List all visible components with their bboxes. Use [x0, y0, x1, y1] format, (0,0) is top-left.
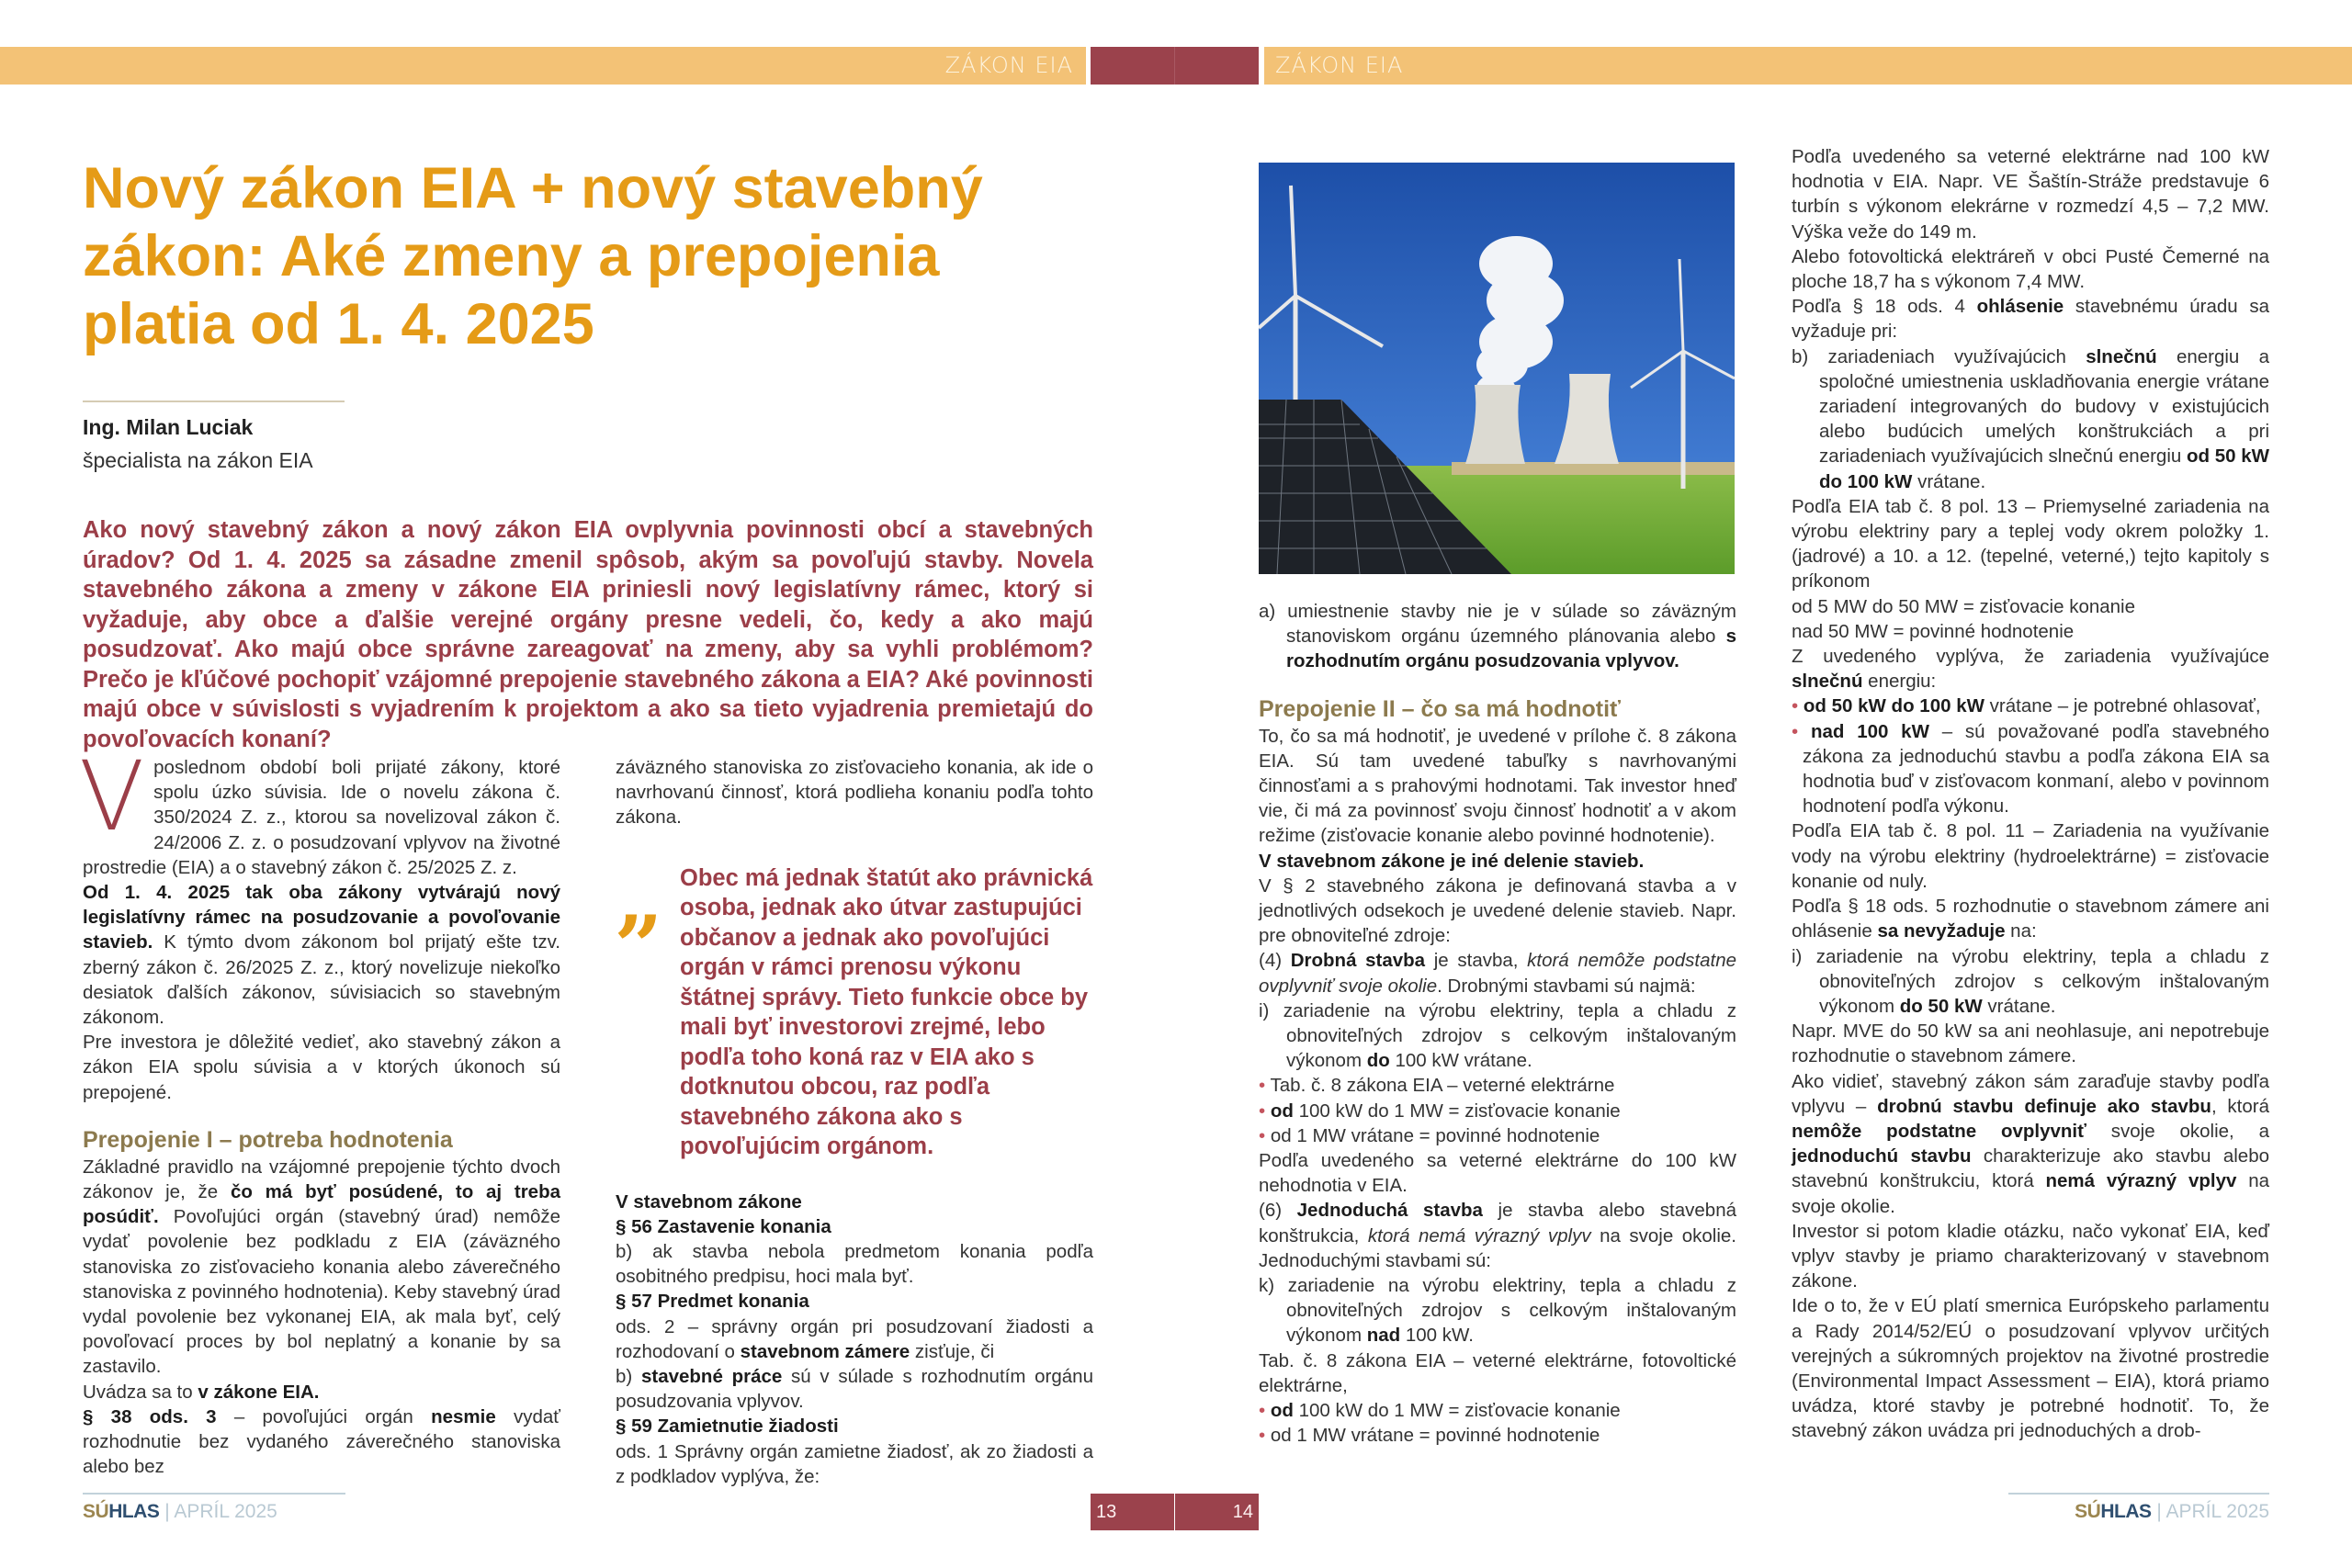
list-item [1792, 344, 2269, 494]
text: – sú považované podľa stavebného zákona za jednoduchú stavbu a podľa zákona EIA sa hodnotia buď v zisťovacom konmaní, alebo v povinnom hodnotení podľa výkonu. [1803, 720, 2270, 818]
bullet-icon: • [1792, 695, 1804, 717]
paragraph [83, 1155, 560, 1380]
paragraph: Podľa uvedeného sa veterné elektrárne do 100 kW nehodnotia v EIA. [1259, 1150, 1736, 1197]
text: b) zariadeniach využívajúcich [1792, 345, 2086, 367]
bullet-item [1259, 1423, 1736, 1448]
text: ods. 2 – správny orgán pri posudzovaní žiadosti a rozhodovaní o [616, 1315, 1093, 1362]
pull-quote [616, 848, 1093, 1162]
subheading [616, 1190, 1093, 1214]
text: je stavba alebo stavebná konštrukcia, [1259, 1200, 1737, 1247]
paragraph [1792, 894, 2269, 943]
paragraph [616, 1314, 1093, 1364]
author-name: Ing. Milan Luciak [83, 415, 254, 439]
column-4 [1792, 144, 2269, 1444]
footer-left [83, 1500, 277, 1524]
footer-right [2075, 1500, 2269, 1524]
bullet-icon: • [1259, 1075, 1271, 1097]
bullet-icon: • [1792, 720, 1811, 742]
paragraph: Podľa EIA tab č. 8 pol. 13 – Priemyselné zariadenia na výrobu elektriny pary a teplej vody okrem položky 1. (jadrové) a 10. a 12. (tepelné, veterné,) tejto kapitoly s príkonom [1792, 495, 2269, 592]
magazine-logo: HLAS [108, 1501, 160, 1522]
paragraph: Podľa uvedeného sa veterné elektrárne nad 100 kW hodnotia v EIA. Napr. VE Šaštín-Stráže predstavuje 6 turbín s výkonom elekrárne v rozmedzí 4,5 – 7,2 MW. Výška veže do 149 m. [1792, 146, 2269, 243]
section-heading: Prepojenie I – potreba hodnotenia [83, 1126, 453, 1153]
text: i) zariadenie na výrobu elektriny, tepla a chladu z obnoviteľných zdrojov s celkovým inštalovaným výkonom [1792, 945, 2269, 1017]
magazine-logo: SÚ [2075, 1501, 2101, 1522]
bold-text: od 50 kW do 100 kW [1819, 446, 2269, 492]
bullet-icon: • [1259, 1100, 1271, 1122]
paragraph: Ide o to, že v EÚ platí smernica Európskeho parlamentu a Rady 2014/52/EÚ o posudzovaní vplyvov určitých verejných a súkromných projektov na životné prostredie (Environmental Impact Assessment – EIA), ktorá priamo uvádza, ktoré stavby je potrebné hodnotiť. To, že stavebný zákon uvádza pri jednoduchých a drob- [1792, 1295, 2269, 1442]
section-label: ZÁKON EIA [1275, 52, 1404, 78]
text: energiu a spoločné umiestnenia uskladňovania energie vrátane zariadení integrovaných do budovy v existujúcich alebo budúcich umelých konštrukciách a pri zariadeniach využívajúcich slnečnú energiu [1819, 345, 2270, 468]
text: je stavba, [1425, 950, 1528, 972]
text: svoje okolie, a [2086, 1120, 2269, 1142]
bold-text: ohlásenie [1976, 296, 2064, 318]
text: Podľa § 18 ods. 5 rozhodnutie o stavebnom zámere ani ohlásenie [1792, 896, 2269, 942]
magazine-logo: SÚ [83, 1501, 109, 1522]
bullet-icon: • [1259, 1124, 1271, 1146]
paragraph: To, čo sa má hodnotiť, je uvedené v prílohe č. 8 zákona EIA. Sú tam uvedené tabuľky s navrhovanými činnosťami a s prahovými hodnotami. Tak investor hneď vie, či má za povinnosť svoju činnosť hodnotiť a v akom režime (zisťovacie konanie alebo povinné hodnotenie). [1259, 725, 1736, 847]
paragraph [1792, 294, 2269, 344]
bold-text: sa nevyžaduje [1877, 920, 2006, 942]
quote-mark-icon: „ [616, 848, 664, 948]
paragraph [83, 880, 560, 1030]
list-item [1259, 1273, 1736, 1348]
text: od 1 MW vrátane = povinné hodnotenie [1270, 1124, 1600, 1146]
pull-quote-text: Obec má jednak štatút ako právnická osoba, jednak ako útvar zastupujúci občanov a jednak ako povoľujúci orgán v rámci prenosu výkonu štátnej správy. Tieto funkcie obce by mali byť investorovi zrejmé, lebo podľa toho koná raz v EIA ako s dotknutou obcou, raz podľa stavebného zákona ako s povoľujúcim orgánom. [680, 864, 1093, 1160]
bullet-item [1259, 1398, 1736, 1423]
section-header-left [0, 47, 1086, 85]
subheading [616, 1414, 1093, 1438]
bullet-icon: • [1259, 1400, 1271, 1422]
bold-text: čo má byť posúdené, to aj treba posúdiť. [83, 1181, 560, 1228]
footer-rule [2008, 1493, 2269, 1495]
photo-illustration [1259, 163, 1735, 574]
text: K týmto dvom zákonom bol prijatý ešte tzv. zberný zákon č. 26/2025 Z. z., ktorý novelizuje niekoľko desiatok ďalších zákonov, súvisiacich so stavebným zákonom. [83, 931, 560, 1029]
text: Uvádza sa to [83, 1381, 198, 1403]
paragraph [616, 1364, 1093, 1414]
bullet-icon: • [1259, 1425, 1271, 1447]
paragraph: Podľa EIA tab č. 8 pol. 11 – Zariadenia na využívanie vody na výrobu elektriny (hydroelektrárne) = zisťovacie konanie od nuly. [1792, 820, 2269, 892]
bullet-item [1259, 1123, 1736, 1148]
text: a) umiestnenie stavby nie je v súlade so záväzným stanoviskom orgánu územného plánovania alebo [1259, 601, 1736, 648]
bold-text: Jednoduchá stavba [1296, 1200, 1483, 1222]
bold-text: § 38 ods. 3 [83, 1405, 217, 1427]
bold-text: slnečnú [2086, 345, 2157, 367]
subheading [616, 1214, 1093, 1239]
text: sú v súlade s rozhodnutím orgánu posudzovania vplyvov. [616, 1366, 1093, 1413]
paragraph: Investor si potom kladie otázku, načo vykonať EIA, keď vplyv stavby je priamo charakterizovaný v stavebnom zákone. [1792, 1220, 2269, 1292]
paragraph: V § 2 stavebného zákona je definovaná stavba a v jednotlivých odsekoch je uvedené delenie stavieb. Napr. pre obnoviteľné zdroje: [1259, 874, 1736, 947]
footer-separator: | [164, 1501, 170, 1522]
bold-text: nad 100 kW [1810, 720, 1929, 742]
issue-date: APRÍL 2025 [174, 1501, 277, 1522]
paragraph: Alebo fotovoltická elektráreň v obci Pusté Čemerné na ploche 18,7 ha s výkonom 7,4 MW. [1792, 245, 2269, 293]
bold-text: § 57 Predmet konania [616, 1291, 809, 1313]
bullet-item [1792, 694, 2269, 718]
paragraph [1259, 849, 1736, 874]
bold-text: od [1270, 1100, 1294, 1122]
paragraph: Tab. č. 8 zákona EIA – veterné elektrárne, fotovoltické elektrárne, [1259, 1349, 1736, 1396]
bullet-item [1259, 1073, 1736, 1098]
section-label: ZÁKON EIA [944, 52, 1073, 78]
text: Povoľujúci orgán (stavebný úrad) nemôže vydať povolenie bez podkladu z EIA (záväzného stanoviska zo zisťovacieho konania alebo záverečného stanoviska z povinného hodnotenia). Keby stavebný úrad vydal povolenie bez vykonanej EIA, ak mala byť, celý povoľovací proces by bol neplatný a konanie by sa zastavilo. [83, 1206, 560, 1378]
issue-date: APRÍL 2025 [2165, 1501, 2269, 1522]
text: – povoľujúci orgán [216, 1405, 432, 1427]
list-item [1259, 998, 1736, 1074]
paragraph [1259, 948, 1736, 998]
text: charakterizuje ako stavbu alebo stavebnú konštrukciu, ktorá [1792, 1145, 2269, 1192]
text: Ako vidieť, stavebný zákon sám zaraďuje stavby podľa vplyvu – [1792, 1070, 2269, 1117]
paragraph: b) ak stavba nebola predmetom konania podľa osobitného predpisu, hoci mala byť. [616, 1241, 1093, 1288]
italic-text: ktorá nemôže podstatne ovplyvniť svoje okolie [1259, 950, 1736, 997]
author-divider [83, 400, 345, 402]
bullet-item [1259, 1099, 1736, 1123]
renewable-energy-photo [1259, 163, 1735, 574]
text: , ktorá [2211, 1095, 2270, 1117]
text: poslednom období boli prijaté zákony, ktoré spolu úzko súvisia. Ide o novelu zákona č. 350/2024 Z. z., ktorou sa novelizoval zákon č. 24/2006 Z. z. o posudzovaní vplyvov na životné prostredie (EIA) a o stavebný zákon č. 25/2025 Z. z. [83, 757, 560, 878]
bold-text: nesmie [431, 1405, 496, 1427]
page-number-left: 13 [1091, 1494, 1174, 1530]
bold-text: nemôže podstatne ovplyvniť [1792, 1120, 2086, 1142]
text: vrátane. [1982, 995, 2056, 1017]
bold-text: slnečnú [1792, 671, 1863, 693]
bold-text: § 59 Zamietnutie žiadosti [616, 1416, 839, 1438]
text: vrátane – je potrebné ohlasovať, [1984, 695, 2261, 717]
paragraph [83, 1404, 560, 1480]
bold-text: V stavebnom zákone [616, 1190, 802, 1213]
header-spine-block [1091, 47, 1259, 85]
text: 100 kW do 1 MW = zisťovacie konanie [1293, 1400, 1621, 1422]
italic-text: ktorá nemá výrazný vplyv [1367, 1224, 1591, 1247]
text: vydať rozhodnutie bez vydaného záverečného stanoviska alebo bez [83, 1405, 560, 1478]
bold-text: s rozhodnutím orgánu posudzovania vplyvov. [1286, 626, 1736, 672]
paragraph [1792, 1069, 2269, 1219]
paragraph: nad 50 MW = povinné hodnotenie [1792, 620, 2075, 642]
paragraph [83, 1380, 560, 1404]
text: Z uvedeného vyplýva, že zariadenia využívajúce [1792, 646, 2269, 668]
text: b) [616, 1366, 641, 1388]
bold-text: stavebné práce [640, 1366, 783, 1388]
list-item [1259, 599, 1736, 674]
bold-text: Od 1. 4. 2025 tak oba zákony vytvárajú nový legislatívny rámec na posudzovanie a povoľovanie stavieb. [83, 882, 560, 953]
field-strip [1452, 462, 1735, 475]
paragraph: ods. 1 Správny orgán zamietne žiadosť, ak zo žiadosti a z podkladov vyplýva, že: [616, 1440, 1093, 1487]
paragraph: od 5 MW do 50 MW = zisťovacie konanie [1792, 595, 2136, 617]
text: Základné pravidlo na vzájomné prepojenie týchto dvoch zákonov je, že [83, 1156, 560, 1203]
text: stavebnému úradu sa vyžaduje pri: [1792, 296, 2269, 343]
bold-text: nad [1366, 1325, 1401, 1347]
text: na svoje okolie. Jednoduchými stavbami sú: [1259, 1224, 1736, 1271]
footer-rule [83, 1493, 345, 1495]
paragraph: Napr. MVE do 50 kW sa ani neohlasuje, ani nepotrebuje rozhodnutie o stavebnom zámere. [1792, 1021, 2269, 1067]
text: energiu: [1862, 671, 1937, 693]
bold-text: jednoduchú stavbu [1792, 1145, 1972, 1168]
text: i) zariadenie na výrobu elektriny, tepla a chladu z obnoviteľných zdrojov s celkovým inštalovaným výkonom [1259, 999, 1736, 1072]
magazine-logo: HLAS [2100, 1501, 2152, 1522]
column-2 [616, 755, 1093, 1489]
paragraph [1792, 644, 2269, 694]
list-item [1792, 944, 2269, 1020]
page-number-right: 14 [1175, 1494, 1259, 1530]
bold-text: v zákone EIA. [198, 1381, 320, 1403]
paragraph: záväzného stanoviska zo zisťovacieho konania, ak ide o navrhovanú činnosť, ktorá podlieha konaniu podľa tohto zákona. [616, 757, 1093, 829]
bold-text: § 56 Zastavenie konania [616, 1215, 831, 1237]
text: zisťuje, či [910, 1340, 995, 1362]
column-1 [79, 740, 560, 1479]
bold-text: V stavebnom zákone je iné delenie stavieb. [1259, 850, 1645, 872]
text: . Drobnými stavbami sú najmä: [1437, 975, 1696, 997]
paragraph [1259, 1198, 1736, 1273]
bold-text: drobnú stavbu definuje ako stavbu [1877, 1095, 2211, 1117]
bold-text: od 50 kW do 100 kW [1803, 695, 1984, 717]
text: Tab. č. 8 zákona EIA – veterné elektrárne [1270, 1075, 1615, 1097]
subheading [616, 1289, 1093, 1314]
text: na svoje okolie. [1792, 1170, 2269, 1217]
text: vrátane. [1912, 470, 1986, 492]
footer-separator: | [2156, 1501, 2162, 1522]
bold-text: od [1270, 1400, 1294, 1422]
section-heading: Prepojenie II – čo sa má hodnotiť [1259, 695, 1622, 722]
text: 100 kW. [1400, 1325, 1474, 1347]
text: Podľa § 18 ods. 4 [1792, 296, 1977, 318]
text: 100 kW do 1 MW = zisťovacie konanie [1293, 1100, 1621, 1122]
column-3 [1259, 599, 1736, 1449]
bold-text: nemá výrazný vplyv [2045, 1170, 2237, 1192]
text: 100 kW vrátane. [1389, 1050, 1532, 1072]
spacer [616, 1162, 1093, 1190]
section-header-right [1264, 47, 2352, 85]
intro-paragraph [79, 740, 560, 880]
bold-text: Drobná stavba [1290, 950, 1426, 972]
paragraph: Pre investora je dôležité vedieť, ako stavebný zákon a zákon EIA spolu súvisia a v ktorých úkonoch sú prepojené. [83, 1032, 560, 1103]
bold-text: do 50 kW [1899, 995, 1983, 1017]
bold-text: stavebnom zámere [740, 1340, 910, 1362]
bullet-item [1792, 719, 2269, 819]
lead-paragraph: Ako nový stavebný zákon a nový zákon EIA ovplyvnia povinnosti obcí a stavebných úradov? Od 1. 4. 2025 sa zásadne zmenil spôsob, akým sa povoľujú stavby. Novela stavebného zákona a zmeny v zákone EIA priniesli nový legislatívny rámec, ktorý si vyžaduje, aby obce a ďalšie verejné orgány presne vedeli, čo, kedy a ako majú posudzovať. Ako majú obce správne zareagovať na zmeny, aby sa vyhli problémom? Prečo je kľúčové pochopiť vzájomné prepojenie stavebného zákona a EIA? Aké povinnosti majú obce v súvislosti s vyjadrením k projektom a ako sa tieto vyjadrenia premietajú do povoľovacích konaní? [83, 517, 1093, 752]
drop-cap: V [79, 740, 145, 852]
text: na: [2005, 920, 2037, 942]
article-title: Nový zákon EIA + nový stavebný zákon: Aké zmeny a prepojenia platia od 1. 4. 2025 [83, 156, 983, 356]
text: od 1 MW vrátane = povinné hodnotenie [1270, 1425, 1600, 1447]
text: (4) [1259, 950, 1291, 972]
bold-text: do [1366, 1050, 1390, 1072]
author-role: špecialista na zákon EIA [83, 448, 313, 472]
text: k) zariadenie na výrobu elektriny, tepla a chladu z obnoviteľných zdrojov s celkovým inštalovaným výkonom [1259, 1275, 1736, 1347]
text: (6) [1259, 1200, 1297, 1222]
